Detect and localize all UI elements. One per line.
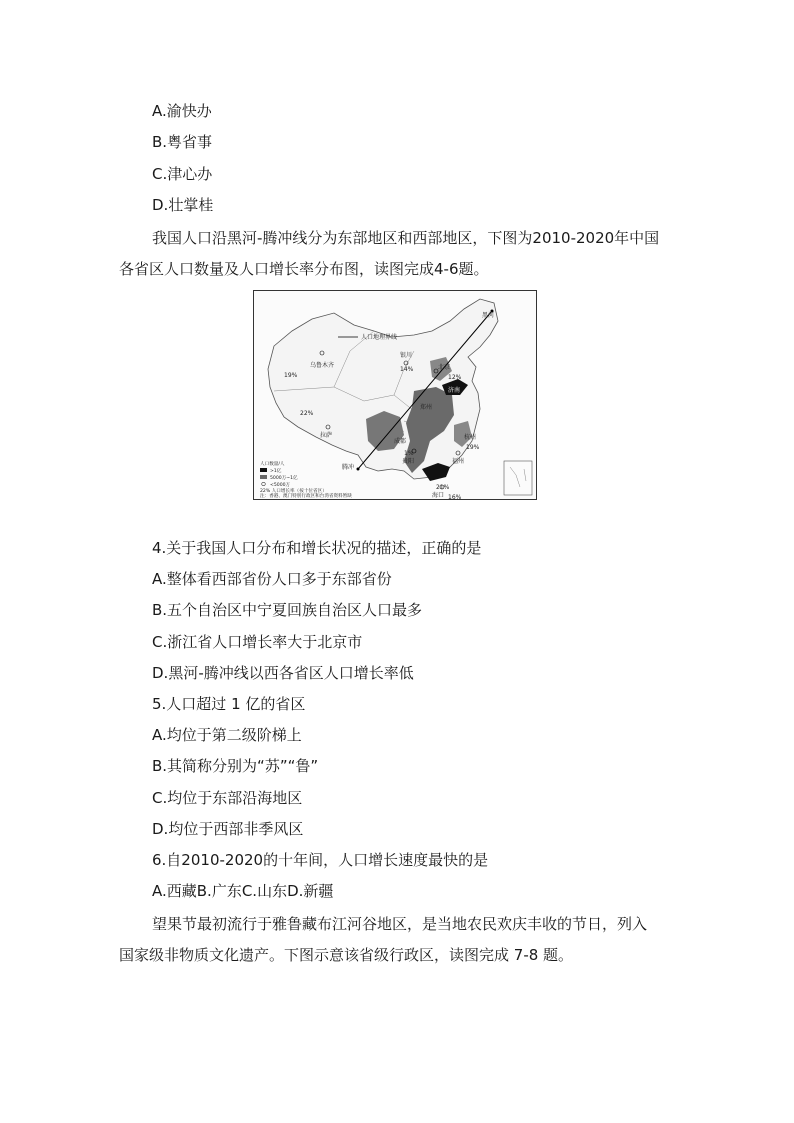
- label-yinchuan: 银川: [400, 352, 413, 359]
- boundary-legend-label: 人口地理界线: [361, 334, 398, 341]
- rate-tibet: 22%: [300, 410, 314, 417]
- prev-option-b: B.粤省事: [152, 133, 213, 151]
- label-jinan: 济南: [448, 387, 461, 394]
- legend-item-2: 5000万~1亿: [270, 476, 298, 481]
- q4-option-d: D.黑河-腾冲线以西各省区人口增长率低: [152, 664, 414, 682]
- label-beijing: 北京: [438, 364, 451, 371]
- intro-7-8-line2: 国家级非物质文化遗产。下图示意该省级行政区，读图完成 7-8 题。: [119, 946, 574, 964]
- legend-item-1: >1亿: [270, 469, 282, 474]
- rate-sichuan: 1%: [404, 450, 414, 457]
- q5-option-c: C.均位于东部沿海地区: [152, 789, 303, 807]
- legend-note: 注：香港、澳门特别行政区和台湾省资料暂缺: [260, 494, 352, 499]
- intro-4-6-line2: 各省区人口数量及人口增长率分布图，读图完成4-6题。: [119, 260, 489, 278]
- prev-option-c: C.津心办: [152, 165, 213, 183]
- label-guiyang: 贵阳: [402, 458, 415, 465]
- label-tengchong: 腾冲: [342, 464, 355, 471]
- label-hangzhou: 杭州: [464, 434, 477, 441]
- q5-stem: 5.人口超过 1 亿的省区: [152, 695, 306, 713]
- q5-option-b: B.其简称分别为“苏”“鲁”: [152, 757, 319, 775]
- q4-option-c: C.浙江省人口增长率大于北京市: [152, 633, 363, 651]
- q5-option-d: D.均位于西部非季风区: [152, 820, 304, 838]
- q5-option-a: A.均位于第二级阶梯上: [152, 726, 302, 744]
- q4-option-a: A.整体看西部省份人口多于东部省份: [152, 570, 392, 588]
- rate-xinjiang: 19%: [284, 372, 298, 379]
- label-lhasa: 拉萨: [320, 432, 333, 439]
- rate-beijing: 12%: [448, 374, 462, 381]
- legend-item-4: 22% 人口增长率（按十位省区）: [260, 489, 327, 494]
- label-chengdu: 成都: [394, 438, 407, 445]
- south-sea-inset: [504, 461, 532, 495]
- rate-guangdong: 21%: [436, 484, 450, 491]
- q6-options: A.西藏B.广东C.山东D.新疆: [152, 882, 334, 900]
- label-fuzhou: 福州: [452, 458, 465, 465]
- intro-7-8-line1: 望果节最初流行于雅鲁藏布江河谷地区，是当地农民欢庆丰收的节日，列入: [152, 915, 648, 933]
- prev-option-d: D.壮掌桂: [152, 196, 214, 214]
- map-svg: [254, 291, 536, 499]
- legend-title: 人口数量/人: [260, 462, 285, 467]
- legend-item-3: <5000万: [270, 483, 291, 488]
- label-urumqi: 乌鲁木齐: [310, 362, 335, 369]
- rate-ningxia: 14%: [400, 366, 414, 373]
- q6-stem: 6.自2010-2020的十年间，人口增长速度最快的是: [152, 851, 489, 869]
- label-haikou: 海口: [432, 492, 445, 499]
- china-population-map: [253, 290, 537, 500]
- label-heihe: 黑河: [482, 312, 495, 319]
- q4-stem: 4.关于我国人口分布和增长状况的描述，正确的是: [152, 539, 482, 557]
- rate-zhejiang: 19%: [466, 444, 480, 451]
- intro-4-6-line1: 我国人口沿黑河-腾冲线分为东部地区和西部地区，下图为2010-2020年中国: [152, 229, 660, 247]
- q4-option-b: B.五个自治区中宁夏回族自治区人口最多: [152, 601, 423, 619]
- rate-hainan: 16%: [448, 494, 462, 499]
- tengchong-marker: [357, 468, 360, 471]
- label-zhengzhou: 郑州: [420, 404, 433, 411]
- prev-option-a: A.渝快办: [152, 102, 212, 120]
